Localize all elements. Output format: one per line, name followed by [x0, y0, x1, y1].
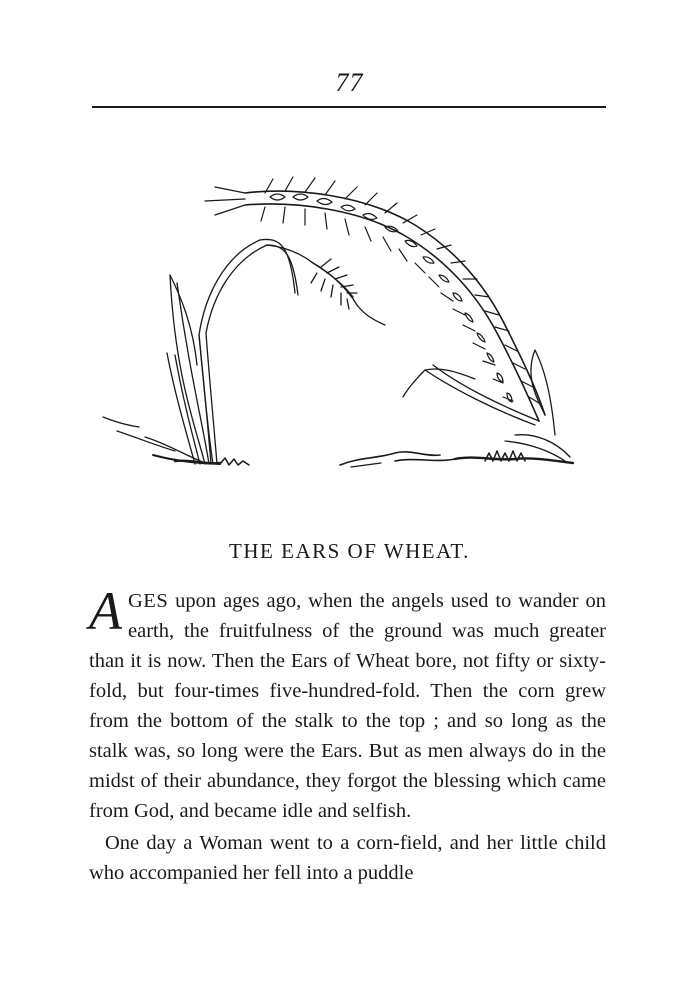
page-number: 77 — [335, 68, 364, 97]
header-rule — [92, 106, 606, 108]
first-paragraph-text: upon ages ago, when the angels used to wander on earth, the fruitfulness of the ground was much greater than it is now. Then the Ears of Wheat bore, not fifty or sixty-fold, but four-times five-hundred-fold. Then the corn grew from the bottom of the stalk to the top ; and so long as the stalk was, so long were the Ears. But as men always do in the midst of their abundance, they forgot the blessing which came from God, and became idle and selfish. — [89, 590, 606, 822]
first-word: GES — [128, 590, 169, 612]
wheat-ears-icon — [95, 175, 595, 480]
drop-cap: A — [89, 581, 122, 641]
second-paragraph: One day a Woman went to a corn-field, and her little child who accompanied her fell into a puddle — [89, 832, 606, 884]
story-title: THE EARS OF WHEAT. — [229, 539, 470, 563]
first-paragraph — [89, 581, 606, 826]
story-body — [89, 581, 606, 890]
